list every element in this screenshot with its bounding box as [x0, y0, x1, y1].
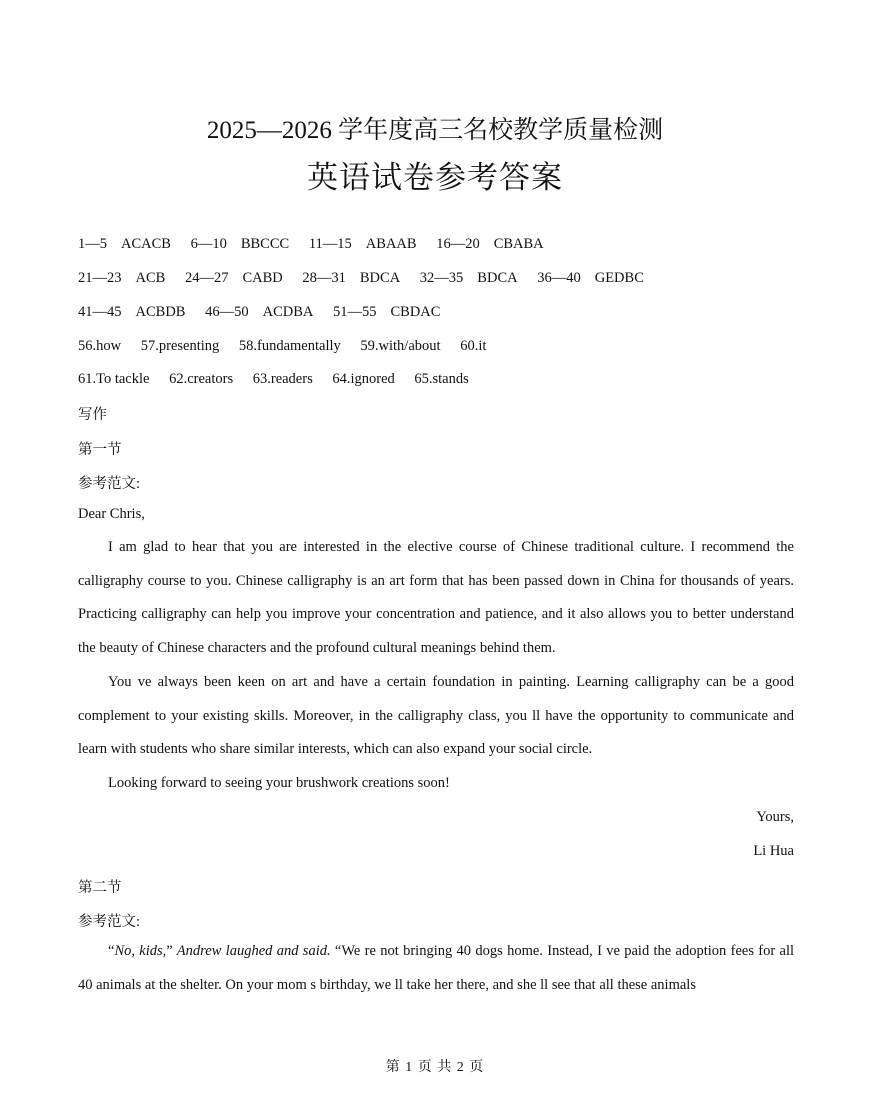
- answer-letters: ACB: [135, 270, 166, 286]
- answer-range: 16—20: [436, 236, 480, 252]
- quote-italic: No, kids,: [114, 943, 167, 959]
- section2-label: 第二节: [78, 880, 122, 896]
- page-indicator: 第 1 页 共 2 页: [385, 1060, 485, 1075]
- answer-letters: ACBDB: [135, 304, 186, 320]
- writing-heading: 写作: [78, 407, 107, 423]
- section1-label: 第一节: [78, 442, 122, 458]
- fill-answer: 65.stands: [414, 371, 469, 387]
- page-title: 2025—2026 学年度高三名校教学质量检测: [206, 117, 664, 144]
- answer-range: 41—45: [78, 304, 122, 320]
- answer-range: 24—27: [184, 270, 229, 286]
- fill-answer: 58.fundamentally: [238, 338, 341, 354]
- letter-paragraph-3: Looking forward to seeing your brushwork creations soon!: [108, 775, 450, 791]
- answer-letters: ABAAB: [365, 236, 417, 252]
- fill-answer-row-2: [78, 371, 485, 391]
- answer-letters: CBABA: [493, 236, 544, 252]
- letter-paragraph-1: I am glad to hear that you are interested in the elective course of Chinese traditional culture. I recommend the calligraphy course to you. Chinese calligraphy is an art form that has been passed down in China for thousands of years. Practicing calligraphy can help you improve your concentration and patience, and it also allows you to better understand the beauty of Chinese characters and the profound cultural meanings behind them.: [78, 539, 794, 656]
- answer-range: 32—35: [419, 270, 464, 286]
- letter-closing: Yours,: [756, 809, 794, 825]
- answer-letters: GEDBC: [594, 270, 644, 286]
- letter-signature: Li Hua: [753, 843, 794, 859]
- answer-letters: ACDBA: [262, 304, 314, 320]
- letter-paragraph-2: You ve always been keen on art and have a certain foundation in painting. Learning calligraphy can be a good complement to your existing skills. Moreover, in the calligraphy class, you ll have the opportunity to communicate and learn with students who share similar interests, which can also expand your social circle.: [78, 674, 794, 758]
- fill-answer: 61.To tackle: [78, 371, 150, 387]
- quote-close: ”: [166, 943, 173, 959]
- answer-row-3: [78, 304, 456, 324]
- answer-letters: BBCCC: [240, 236, 290, 252]
- answer-range: 11—15: [308, 236, 352, 252]
- answer-range: 6—10: [190, 236, 227, 252]
- answer-letters: ACACB: [121, 236, 171, 252]
- answer-row-2: [78, 270, 660, 290]
- fill-answer-row-1: [78, 338, 502, 358]
- story-paragraph: [78, 935, 794, 1002]
- fill-answer: 64.ignored: [332, 371, 395, 387]
- section2-sample-label: 参考范文:: [78, 914, 141, 930]
- section1-sample-label: 参考范文:: [78, 476, 141, 492]
- quote-open: “: [108, 943, 115, 959]
- fill-answer: 63.readers: [252, 371, 313, 387]
- answer-range: 1—5: [78, 236, 107, 252]
- answer-letters: CABD: [242, 270, 283, 286]
- answer-range: 36—40: [537, 270, 581, 286]
- answer-letters: BDCA: [359, 270, 401, 286]
- fill-answer: 62.creators: [169, 371, 234, 387]
- answer-row-1: [78, 236, 560, 256]
- fill-answer: 57.presenting: [140, 338, 220, 354]
- answer-range: 46—50: [205, 304, 249, 320]
- story-continuation: “We re not bringing 40 dogs home. Instead, I ve paid the adoption fees for all 40 animals at the shelter. On your mom s birthday, we ll take her there, and she ll see that all these animals: [78, 943, 795, 993]
- answer-letters: CBDAC: [390, 304, 441, 320]
- answer-range: 51—55: [332, 304, 377, 320]
- narration-italic: Andrew laughed and said.: [172, 943, 331, 959]
- answer-letters: BDCA: [477, 270, 518, 286]
- fill-answer: 60.it: [460, 338, 487, 354]
- answer-range: 21—23: [78, 270, 122, 286]
- letter-salutation: Dear Chris,: [78, 506, 145, 522]
- fill-answer: 59.with/about: [360, 338, 441, 354]
- page-subtitle: 英语试卷参考答案: [307, 160, 563, 195]
- answer-range: 28—31: [302, 270, 346, 286]
- fill-answer: 56.how: [78, 338, 122, 354]
